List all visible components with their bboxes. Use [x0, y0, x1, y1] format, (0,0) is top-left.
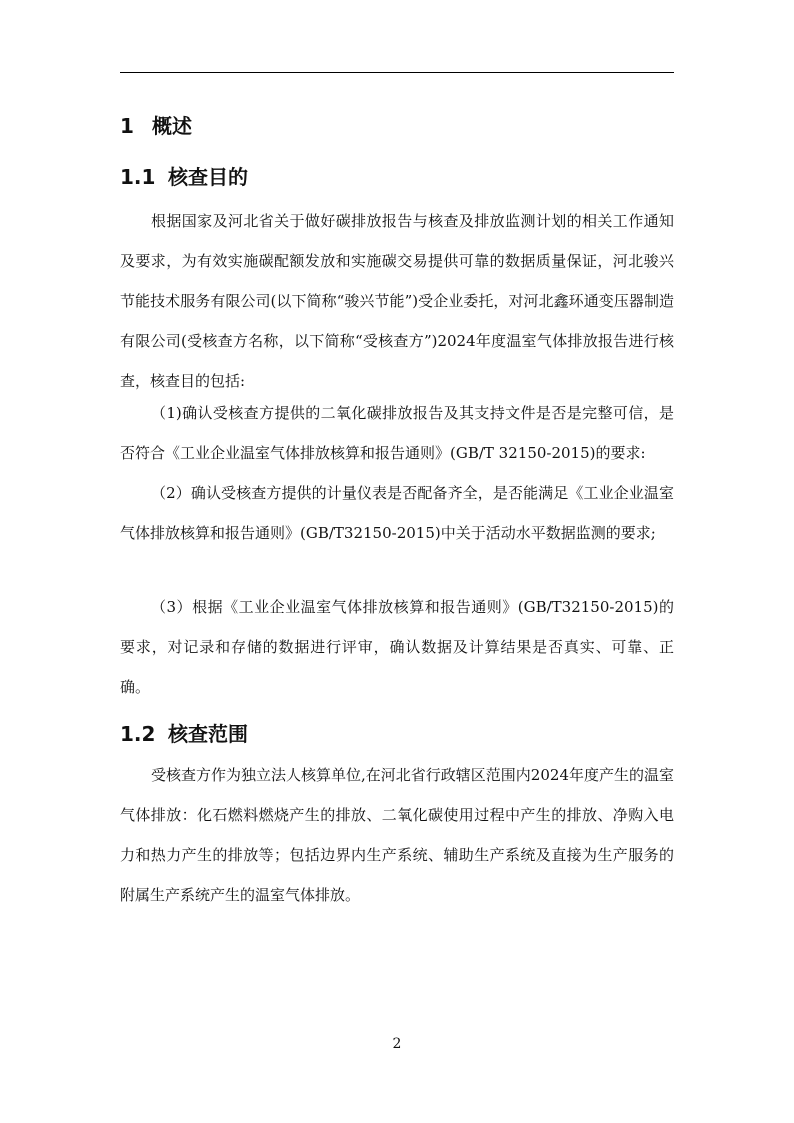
- section-title: 概述: [152, 114, 192, 138]
- section-number: 1: [120, 114, 134, 138]
- section-heading-1-2: [120, 718, 248, 747]
- purpose-intro-paragraph: 根据国家及河北省关于做好碳排放报告与核查及排放监测计划的相关工作通知及要求，为有效实施碳配额发放和实施碳交易提供可靠的数据质量保证，河北骏兴节能技术服务有限公司(以下简称“骏兴节能”)受企业委托，对河北鑫环通变压器制造有限公司(受核查方名称，以下简称“受核查方”)2024年度温室气体排放报告进行核查，核查目的包括:: [120, 212, 674, 390]
- section-heading-1: [120, 110, 192, 139]
- section-number: 1.1: [120, 165, 156, 189]
- page-number: 2: [392, 1036, 402, 1052]
- section-heading-1-1: [120, 161, 248, 190]
- section-title: 核查目的: [168, 165, 248, 189]
- header-rule: [120, 72, 674, 73]
- purpose-item-2: （2）确认受核查方提供的计量仪表是否配备齐全，是否能满足《工业企业温室气体排放核算和报告通则》(GB/T32150-2015)中关于活动水平数据监测的要求;: [120, 484, 674, 542]
- section-title: 核查范围: [168, 722, 248, 746]
- purpose-item-1: （1)确认受核查方提供的二氧化碳排放报告及其支持文件是否是完整可信，是否符合《工业企业温室气体排放核算和报告通则》(GB/T 32150-2015)的要求:: [120, 404, 674, 462]
- purpose-item-3: （3）根据《工业企业温室气体排放核算和报告通则》(GB/T32150-2015)的要求，对记录和存储的数据进行评审，确认数据及计算结果是否真实、可靠、正确。: [120, 598, 674, 696]
- scope-paragraph: 受核查方作为独立法人核算单位,在河北省行政辖区范围内2024年度产生的温室气体排放：化石燃料燃烧产生的排放、二氧化碳使用过程中产生的排放、净购入电力和热力产生的排放等；包括边界内生产系统、辅助生产系统及直接为生产服务的附属生产系统产生的温室气体排放。: [120, 766, 674, 904]
- section-number: 1.2: [120, 722, 156, 746]
